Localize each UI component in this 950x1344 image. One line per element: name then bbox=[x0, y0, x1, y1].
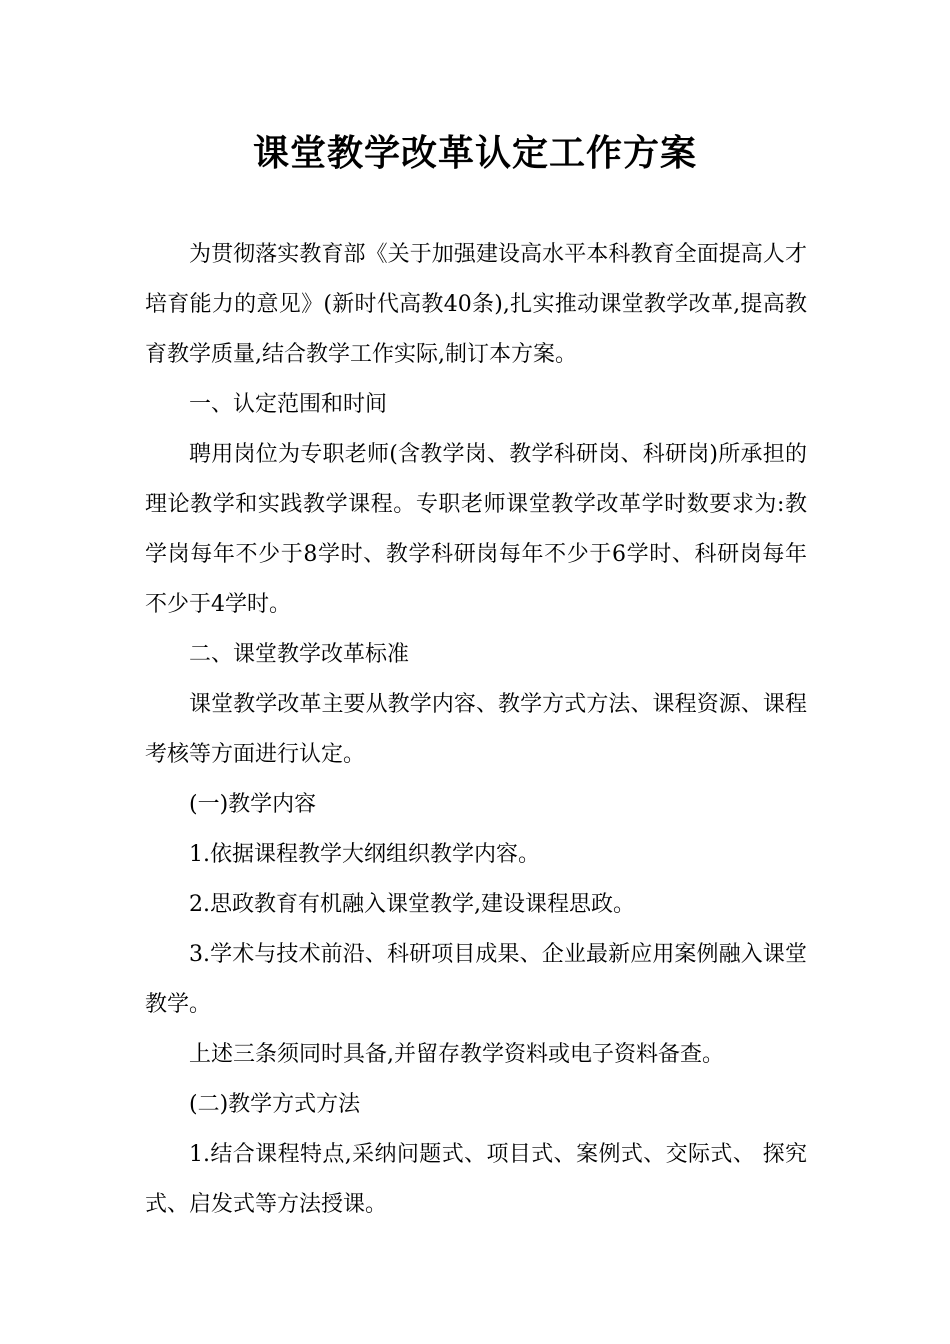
document-title: 课堂教学改革认定工作方案 bbox=[252, 132, 697, 174]
document-body bbox=[145, 230, 807, 1230]
list-item-content-1: 1.依据课程教学大纲组织教学内容。 bbox=[189, 842, 540, 867]
paragraph-content-note: 上述三条须同时具备,并留存教学资料或电子资料备查。 bbox=[189, 1042, 724, 1067]
subsection-heading-content: (一)教学内容 bbox=[189, 792, 317, 817]
list-item-content-3: 3.学术与技术前沿、科研项目成果、企业最新应用案例融入课堂教学。 bbox=[145, 942, 807, 1017]
paragraph-intro: 为贯彻落实教育部《关于加强建设高水平本科教育全面提高人才培育能力的意见》(新时代高教40条),扎实推动课堂教学改革,提高教育教学质量,结合教学工作实际,制订本方案。 bbox=[145, 242, 807, 367]
list-item-method-1: 1.结合课程特点,采纳问题式、项目式、案例式、交际式、 探究式、启发式等方法授课。 bbox=[145, 1142, 807, 1217]
section-heading-scope: 一、认定范围和时间 bbox=[189, 392, 388, 417]
paragraph-standard: 课堂教学改革主要从教学内容、教学方式方法、课程资源、课程考核等方面进行认定。 bbox=[145, 692, 807, 767]
subsection-heading-method: (二)教学方式方法 bbox=[189, 1092, 361, 1117]
section-heading-standard: 二、课堂教学改革标准 bbox=[189, 642, 410, 667]
list-item-content-2: 2.思政教育有机融入课堂教学,建设课程思政。 bbox=[189, 892, 635, 917]
paragraph-scope: 聘用岗位为专职老师(含教学岗、教学科研岗、科研岗)所承担的理论教学和实践教学课程。专职老师课堂教学改革学时数要求为:教学岗每年不少于8学时、教学科研岗每年不少于6学时、科研岗每年不少于4学时。 bbox=[145, 442, 807, 617]
